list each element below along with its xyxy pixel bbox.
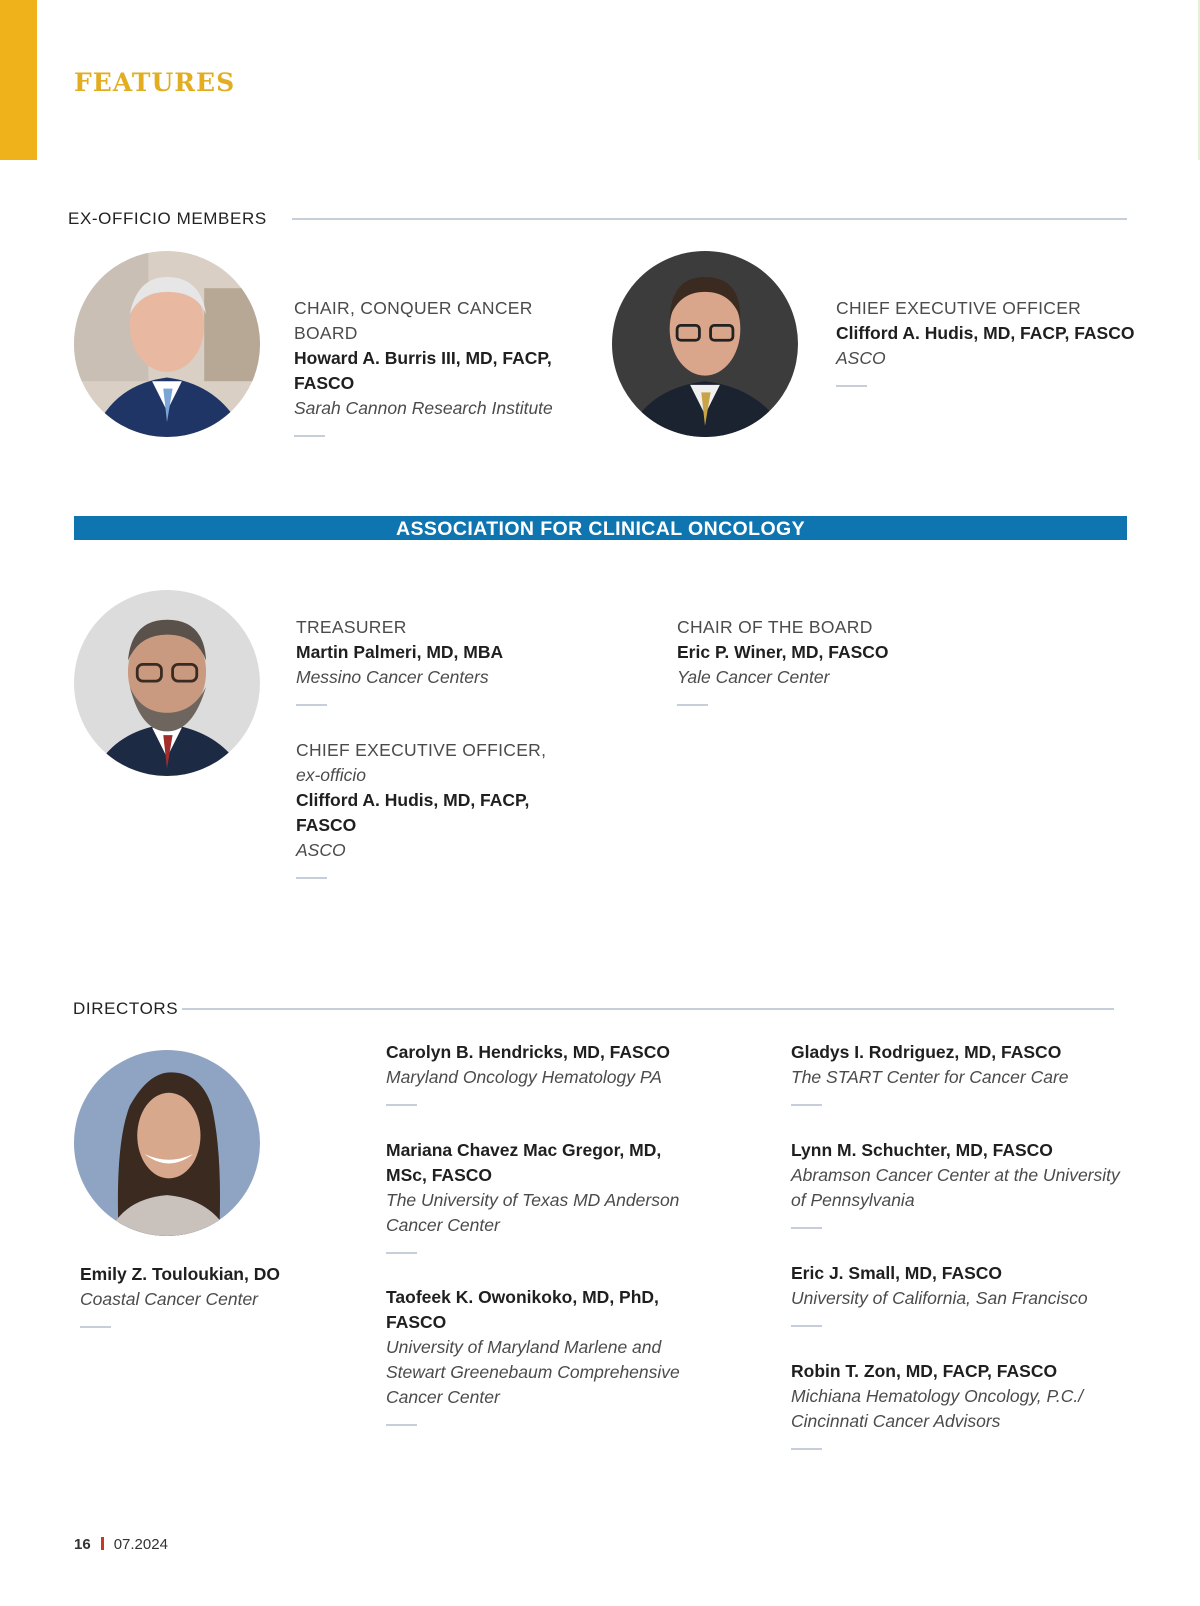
- member-name: Emily Z. Touloukian, DO: [80, 1264, 280, 1284]
- member-name: Carolyn B. Hendricks, MD, FASCO: [386, 1042, 670, 1062]
- member-organization: Messino Cancer Centers: [296, 667, 489, 687]
- member-name: Eric P. Winer, MD, FASCO: [677, 642, 889, 662]
- role-note: ex-officio: [296, 765, 367, 785]
- director-col2-1: [791, 1040, 1131, 1106]
- aco-member-treasurer: [296, 615, 616, 706]
- member-name: Lynn M. Schuchter, MD, FASCO: [791, 1140, 1053, 1160]
- member-name: Robin T. Zon, MD, FACP, FASCO: [791, 1361, 1058, 1381]
- page-footer: [74, 1536, 168, 1553]
- member-name: Clifford A. Hudis, MD, FACP, FASCO: [296, 790, 530, 835]
- member-organization: The University of Texas MD Anderson Cancer Center: [386, 1190, 680, 1235]
- role-title: TREASURER: [296, 617, 407, 637]
- divider: [677, 704, 708, 706]
- ex-officio-member-1: [294, 296, 594, 437]
- photo-hudis: [612, 251, 798, 437]
- member-name: Mariana Chavez Mac Gregor, MD, MSc, FASCO: [386, 1140, 662, 1185]
- directors-label: DIRECTORS: [73, 999, 179, 1018]
- member-organization: University of California, San Francisco: [791, 1288, 1088, 1308]
- member-organization: The START Center for Cancer Care: [791, 1067, 1069, 1087]
- issue-date: 07.2024: [113, 1536, 168, 1553]
- divider: [296, 877, 327, 879]
- member-organization: Coastal Cancer Center: [80, 1289, 258, 1309]
- section-heading: FEATURES: [74, 68, 236, 97]
- divider: [386, 1252, 417, 1254]
- divider: [791, 1104, 822, 1106]
- ex-officio-member-2: [836, 296, 1136, 387]
- divider: [836, 385, 867, 387]
- aco-member-chair: [677, 615, 997, 706]
- role-title: CHAIR, CONQUER CANCER BOARD: [294, 298, 533, 343]
- member-name: Howard A. Burris III, MD, FACP, FASCO: [294, 348, 552, 393]
- role-title: CHIEF EXECUTIVE OFFICER,: [296, 740, 547, 760]
- photo-touloukian: [74, 1050, 260, 1236]
- divider: [791, 1325, 822, 1327]
- role-title: CHIEF EXECUTIVE OFFICER: [836, 298, 1082, 318]
- divider: [386, 1424, 417, 1426]
- director-col2-3: [791, 1261, 1131, 1327]
- member-organization: Michiana Hematology Oncology, P.C./ Cincinnati Cancer Advisors: [791, 1386, 1084, 1431]
- member-organization: University of Maryland Marlene and Stewart Greenebaum Comprehensive Cancer Center: [386, 1337, 680, 1407]
- director-col2-4: [791, 1359, 1111, 1450]
- divider: [386, 1104, 417, 1106]
- member-name: Martin Palmeri, MD, MBA: [296, 642, 504, 662]
- directors-rule: [182, 1008, 1114, 1010]
- divider: [296, 704, 327, 706]
- member-name: Taofeek K. Owonikoko, MD, PhD, FASCO: [386, 1287, 659, 1332]
- ex-officio-label: EX-OFFICIO MEMBERS: [68, 209, 267, 228]
- page-number: 16: [74, 1536, 91, 1553]
- divider: [791, 1448, 822, 1450]
- member-organization: ASCO: [296, 840, 346, 860]
- member-organization: Maryland Oncology Hematology PA: [386, 1067, 662, 1087]
- director-col1-1: [386, 1040, 706, 1106]
- ex-officio-rule: [292, 218, 1127, 220]
- member-organization: Sarah Cannon Research Institute: [294, 398, 553, 418]
- director-featured: [80, 1262, 340, 1328]
- footer-separator: [101, 1537, 104, 1550]
- member-name: Clifford A. Hudis, MD, FACP, FASCO: [836, 323, 1135, 343]
- divider: [791, 1227, 822, 1229]
- divider: [294, 435, 325, 437]
- member-organization: Yale Cancer Center: [677, 667, 830, 687]
- photo-palmeri: [74, 590, 260, 776]
- member-name: Eric J. Small, MD, FASCO: [791, 1263, 1003, 1283]
- director-col1-3: [386, 1285, 686, 1426]
- role-title: CHAIR OF THE BOARD: [677, 617, 873, 637]
- aco-member-ceo: [296, 738, 556, 879]
- accent-bar: [0, 0, 37, 160]
- director-col1-2: [386, 1138, 686, 1254]
- photo-burris: [74, 251, 260, 437]
- member-name: Gladys I. Rodriguez, MD, FASCO: [791, 1042, 1062, 1062]
- divider: [80, 1326, 111, 1328]
- aco-banner: ASSOCIATION FOR CLINICAL ONCOLOGY: [74, 516, 1127, 540]
- member-organization: ASCO: [836, 348, 886, 368]
- member-organization: Abramson Cancer Center at the University of Pennsylvania: [791, 1165, 1120, 1210]
- director-col2-2: [791, 1138, 1131, 1229]
